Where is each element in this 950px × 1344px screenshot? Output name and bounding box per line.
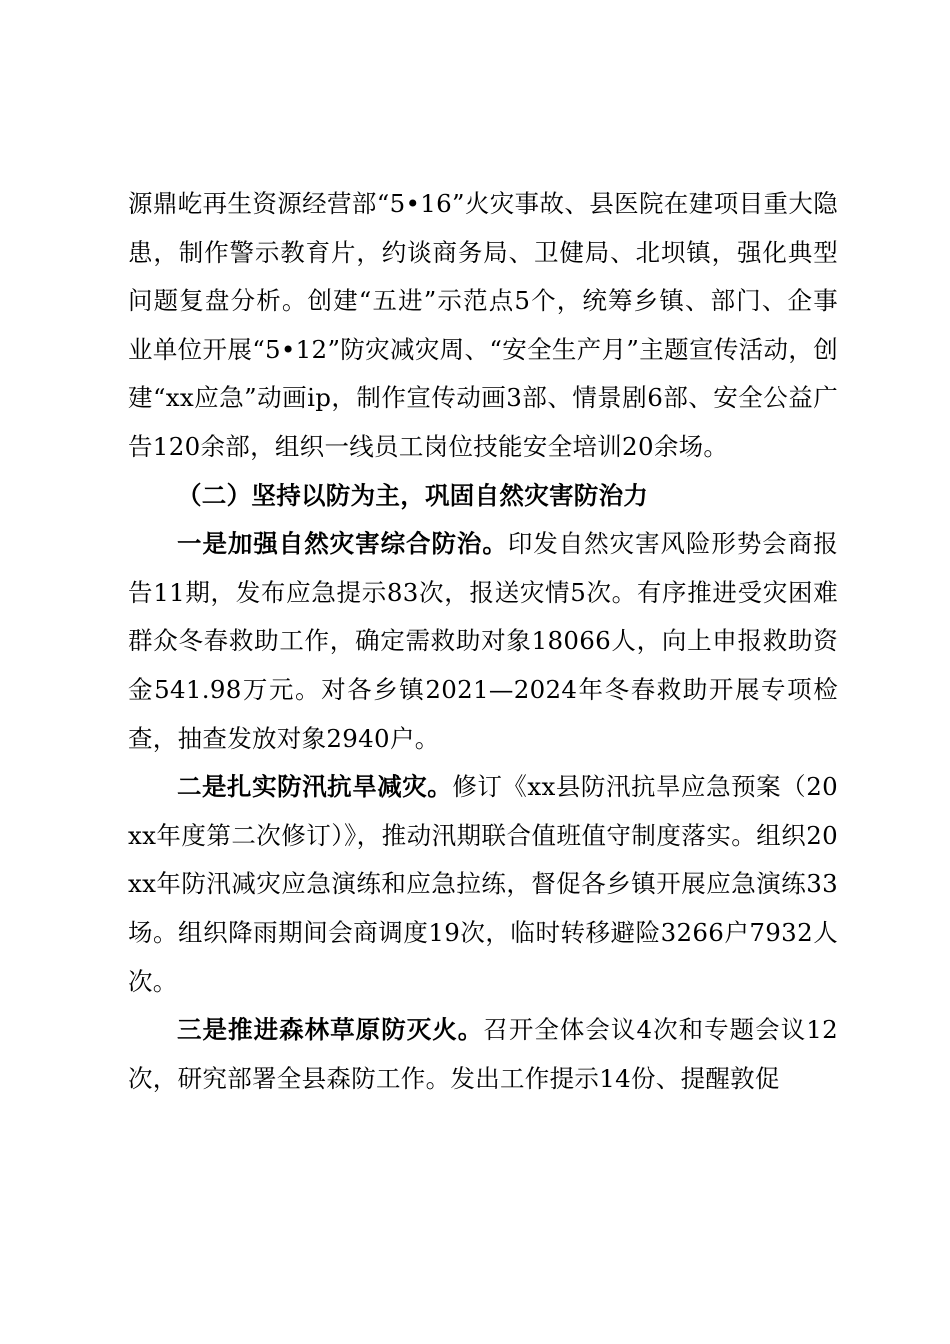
section-heading-text: （二）坚持以防为主，巩固自然灾害防治力 bbox=[177, 480, 649, 510]
paragraph-lead: 一是加强自然灾害综合防治。 bbox=[177, 529, 508, 559]
paragraph-disaster-prevention bbox=[128, 520, 838, 763]
paragraph-text: 修订《xx县防汛抗旱应急预案（20xx年度第二次修订）》，推动汛期联合值班值守制度落实。组织20xx年防汛减灾应急演练和应急拉练，督促各乡镇开展应急演练33场。组织降雨期间会商调度19次，临时转移避险3266户7932人次。 bbox=[128, 772, 838, 996]
paragraph-continuation bbox=[128, 180, 838, 472]
paragraph-text: 源鼎屹再生资源经营部“5•16”火灾事故、县医院在建项目重大隐患，制作警示教育片，约谈商务局、卫健局、北坝镇，强化典型问题复盘分析。创建“五进”示范点5个，统筹乡镇、部门、企事业单位开展“5•12”防灾减灾周、“安全生产月”主题宣传活动，创建“xx应急”动画ip，制作宣传动画3部、情景剧6部、安全公益广告120余部，组织一线员工岗位技能安全培训20余场。 bbox=[128, 189, 838, 461]
paragraph-text: 印发自然灾害风险形势会商报告11期，发布应急提示83次，报送灾情5次。有序推进受灾困难群众冬春救助工作，确定需救助对象18066人，向上申报救助资金541.98万元。对各乡镇2021—2024年冬春救助开展专项检查，抽查发放对象2940户。 bbox=[128, 529, 838, 753]
paragraph-lead: 二是扎实防汛抗旱减灾。 bbox=[177, 772, 453, 802]
paragraph-forest-fire bbox=[128, 1006, 838, 1103]
paragraph-lead: 三是推进森林草原防灭火。 bbox=[177, 1015, 484, 1045]
document-body bbox=[128, 180, 838, 1103]
paragraph-flood-control bbox=[128, 763, 838, 1006]
paragraph-text: 召开全体会议4次和专题会议12次，研究部署全县森防工作。发出工作提示14份、提醒敦促 bbox=[128, 1015, 838, 1093]
section-heading bbox=[128, 472, 838, 521]
